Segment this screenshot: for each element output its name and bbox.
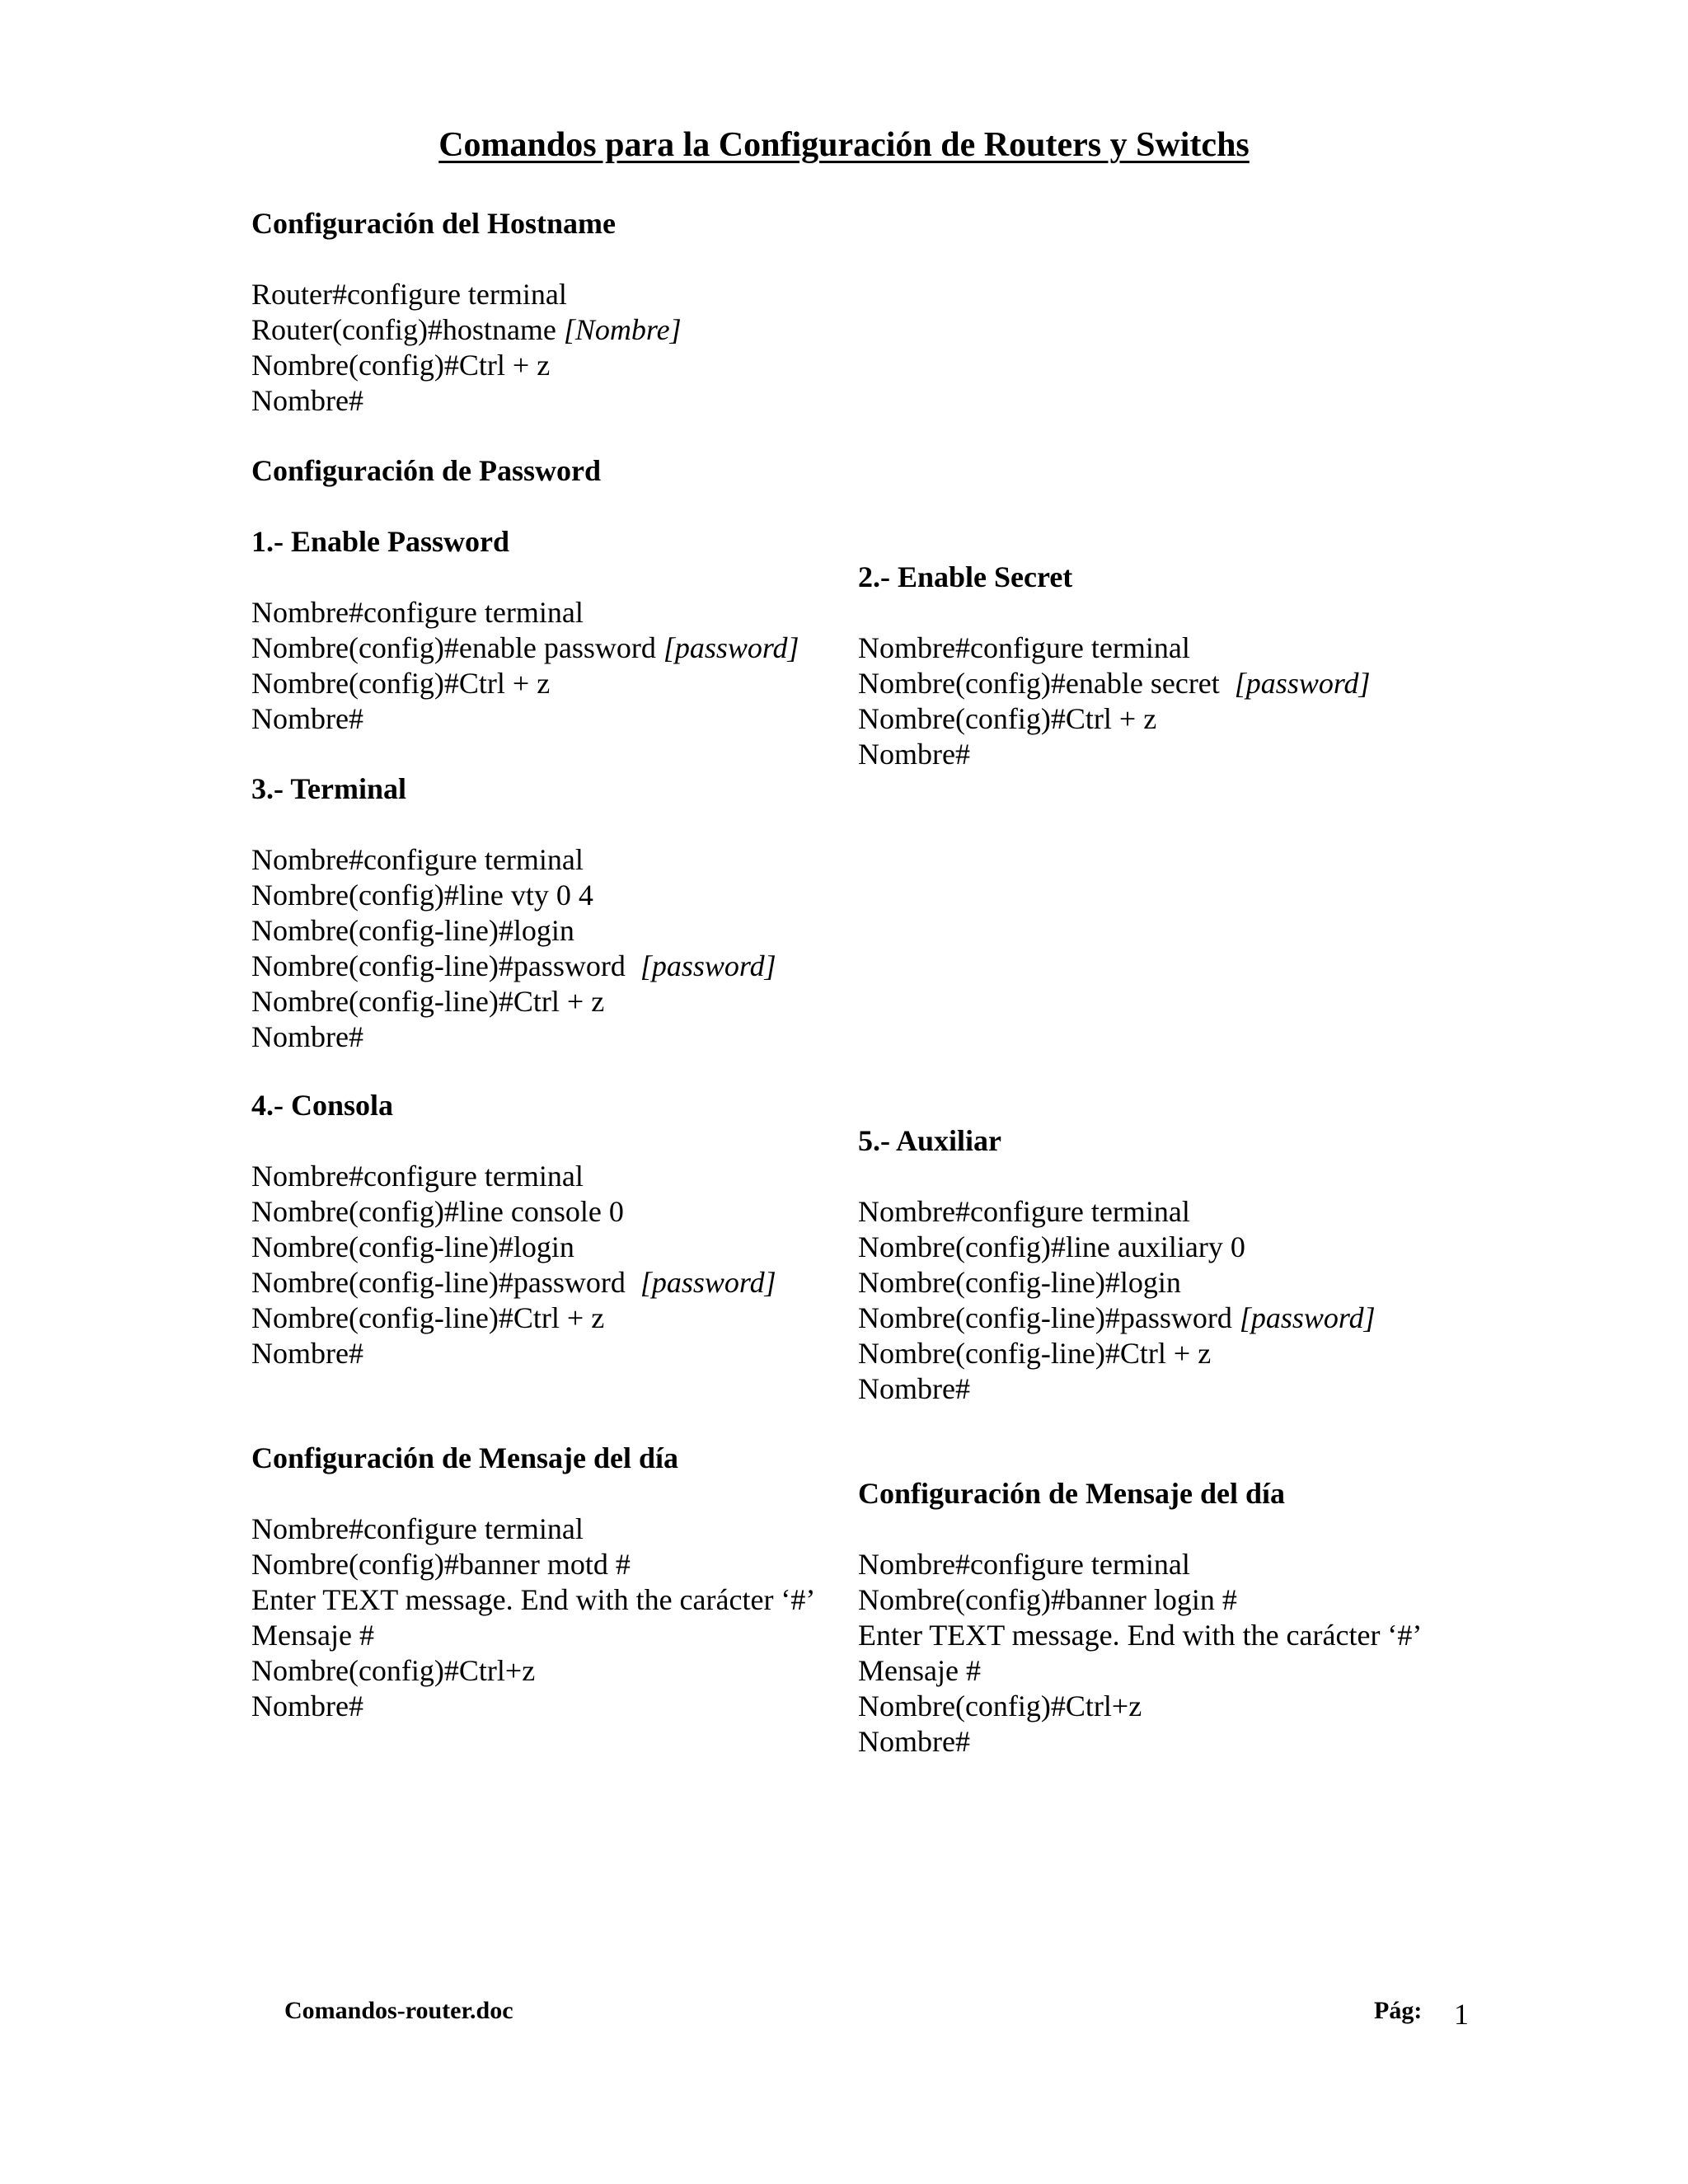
command-text: Nombre(config)#Ctrl+z bbox=[251, 1654, 536, 1687]
command-line bbox=[251, 666, 799, 701]
command-text: Nombre#configure terminal bbox=[858, 1548, 1190, 1581]
command-line bbox=[858, 1724, 1422, 1760]
command-text: Router#configure terminal bbox=[251, 278, 567, 311]
command-text: Nombre#configure terminal bbox=[858, 631, 1190, 664]
command-list bbox=[251, 1159, 776, 1371]
subsection-heading: 2.- Enable Secret bbox=[858, 560, 1073, 593]
command-line bbox=[858, 1653, 1422, 1689]
command-line bbox=[251, 1689, 815, 1724]
command-text: Nombre# bbox=[858, 1725, 970, 1758]
command-line bbox=[251, 312, 682, 348]
command-line bbox=[858, 1689, 1422, 1724]
command-text: Nombre(config-line)#Ctrl + z bbox=[251, 1301, 605, 1334]
command-text: Nombre(config)#enable secret bbox=[858, 667, 1235, 700]
command-line bbox=[251, 878, 776, 913]
command-text: Nombre#configure terminal bbox=[858, 1195, 1190, 1228]
command-text: Nombre# bbox=[251, 1337, 363, 1370]
command-text: Enter TEXT message. End with the carácter ‘#’ bbox=[251, 1583, 816, 1616]
command-text: Nombre(config)#enable password bbox=[251, 631, 663, 664]
section-heading: Configuración del Hostname bbox=[251, 207, 617, 240]
enable-secret-block bbox=[858, 560, 1371, 772]
command-list bbox=[251, 842, 776, 1055]
subsection-heading: 3.- Terminal bbox=[251, 772, 407, 805]
command-line bbox=[251, 1618, 815, 1653]
command-argument: [password] bbox=[1239, 1301, 1376, 1334]
footer-page-number: 1 bbox=[1454, 1998, 1469, 2031]
command-line bbox=[858, 1618, 1422, 1653]
command-line bbox=[858, 1265, 1376, 1301]
command-line bbox=[858, 1194, 1376, 1230]
command-text: Nombre(config)#Ctrl + z bbox=[251, 667, 551, 700]
command-text: Nombre# bbox=[251, 1020, 363, 1053]
command-list bbox=[858, 630, 1371, 772]
command-text: Nombre(config-line)#password bbox=[858, 1301, 1240, 1334]
command-line bbox=[251, 701, 799, 737]
command-text: Nombre(config)#line console 0 bbox=[251, 1195, 624, 1228]
command-line bbox=[251, 348, 682, 383]
command-line bbox=[251, 913, 776, 949]
command-text: Nombre# bbox=[251, 384, 363, 417]
command-line bbox=[251, 1511, 815, 1547]
auxiliar-block bbox=[858, 1123, 1376, 1407]
command-text: Nombre# bbox=[858, 738, 970, 771]
section-heading: Configuración de Password bbox=[251, 454, 602, 487]
page-title: Comandos para la Configuración de Routers y Switchs bbox=[438, 126, 1250, 164]
command-argument: [Nombre] bbox=[563, 313, 682, 346]
consola-block bbox=[251, 1088, 776, 1371]
command-text: Mensaje # bbox=[858, 1654, 981, 1687]
command-list bbox=[251, 277, 682, 419]
command-text: Nombre# bbox=[251, 702, 363, 735]
command-line bbox=[251, 1336, 776, 1371]
login-banner-block bbox=[858, 1476, 1422, 1760]
command-text: Nombre(config-line)#Ctrl + z bbox=[858, 1337, 1212, 1370]
command-line bbox=[251, 1230, 776, 1265]
command-line bbox=[251, 630, 799, 666]
enable-password-block bbox=[251, 524, 799, 737]
hostname-section bbox=[251, 206, 682, 419]
command-text: Mensaje # bbox=[251, 1619, 374, 1652]
command-line bbox=[858, 666, 1371, 701]
command-line bbox=[251, 1194, 776, 1230]
command-text: Nombre#configure terminal bbox=[251, 1512, 584, 1545]
command-line bbox=[251, 1653, 815, 1689]
command-text: Nombre(config)#Ctrl + z bbox=[251, 349, 551, 382]
command-line bbox=[251, 383, 682, 419]
terminal-block bbox=[251, 771, 776, 1055]
command-text: Nombre(config)#banner motd # bbox=[251, 1548, 631, 1581]
command-text: Nombre(config-line)#login bbox=[251, 1230, 574, 1263]
command-line bbox=[858, 1547, 1422, 1582]
command-text: Nombre(config)#banner login # bbox=[858, 1583, 1237, 1616]
command-text: Nombre#configure terminal bbox=[251, 596, 584, 629]
command-line bbox=[251, 1019, 776, 1055]
command-line bbox=[858, 1301, 1376, 1336]
command-argument: [password] bbox=[1234, 667, 1371, 700]
command-text: Nombre(config-line)#password bbox=[251, 949, 640, 982]
footer-filename: Comandos-router.doc bbox=[284, 1997, 513, 2024]
command-argument: [password] bbox=[640, 1266, 776, 1299]
command-line bbox=[858, 1230, 1376, 1265]
command-line bbox=[858, 630, 1371, 666]
command-text: Nombre# bbox=[251, 1690, 363, 1722]
command-list bbox=[251, 1511, 815, 1724]
command-text: Nombre# bbox=[858, 1372, 970, 1405]
section-heading: Configuración de Mensaje del día bbox=[251, 1441, 678, 1474]
command-list bbox=[251, 595, 799, 737]
command-line bbox=[858, 1371, 1376, 1407]
command-line bbox=[251, 842, 776, 878]
command-line bbox=[858, 1582, 1422, 1618]
command-line bbox=[251, 1159, 776, 1194]
command-line bbox=[251, 1547, 815, 1582]
subsection-heading: 4.- Consola bbox=[251, 1089, 394, 1122]
command-text: Router(config)#hostname bbox=[251, 313, 564, 346]
command-argument: [password] bbox=[663, 631, 799, 664]
command-text: Nombre(config-line)#password bbox=[251, 1266, 640, 1299]
command-text: Nombre(config)#Ctrl + z bbox=[858, 702, 1157, 735]
command-text: Nombre(config-line)#login bbox=[251, 914, 574, 947]
command-line bbox=[251, 277, 682, 312]
command-line bbox=[858, 1336, 1376, 1371]
command-argument: [password] bbox=[640, 949, 776, 982]
command-line bbox=[251, 984, 776, 1019]
command-line bbox=[251, 1582, 815, 1618]
command-text: Nombre(config)#line auxiliary 0 bbox=[858, 1230, 1245, 1263]
command-text: Enter TEXT message. End with the carácter ‘#’ bbox=[858, 1619, 1423, 1652]
command-text: Nombre(config)#Ctrl+z bbox=[858, 1690, 1142, 1722]
command-text: Nombre#configure terminal bbox=[251, 1160, 584, 1193]
command-list bbox=[858, 1194, 1376, 1407]
command-line bbox=[251, 1301, 776, 1336]
subsection-heading: 1.- Enable Password bbox=[251, 525, 510, 558]
command-list bbox=[858, 1547, 1422, 1760]
password-section bbox=[251, 453, 601, 489]
command-text: Nombre(config)#line vty 0 4 bbox=[251, 879, 593, 912]
command-line bbox=[251, 1265, 776, 1301]
footer-page-label: Pág: bbox=[1374, 1997, 1423, 2024]
command-line bbox=[251, 595, 799, 630]
motd-block bbox=[251, 1441, 815, 1724]
subsection-heading: 5.- Auxiliar bbox=[858, 1124, 1002, 1157]
command-line bbox=[858, 701, 1371, 737]
command-text: Nombre#configure terminal bbox=[251, 843, 584, 876]
command-text: Nombre(config-line)#login bbox=[858, 1266, 1181, 1299]
command-line bbox=[858, 737, 1371, 772]
command-text: Nombre(config-line)#Ctrl + z bbox=[251, 985, 605, 1018]
section-heading: Configuración de Mensaje del día bbox=[858, 1477, 1285, 1510]
command-line bbox=[251, 949, 776, 984]
